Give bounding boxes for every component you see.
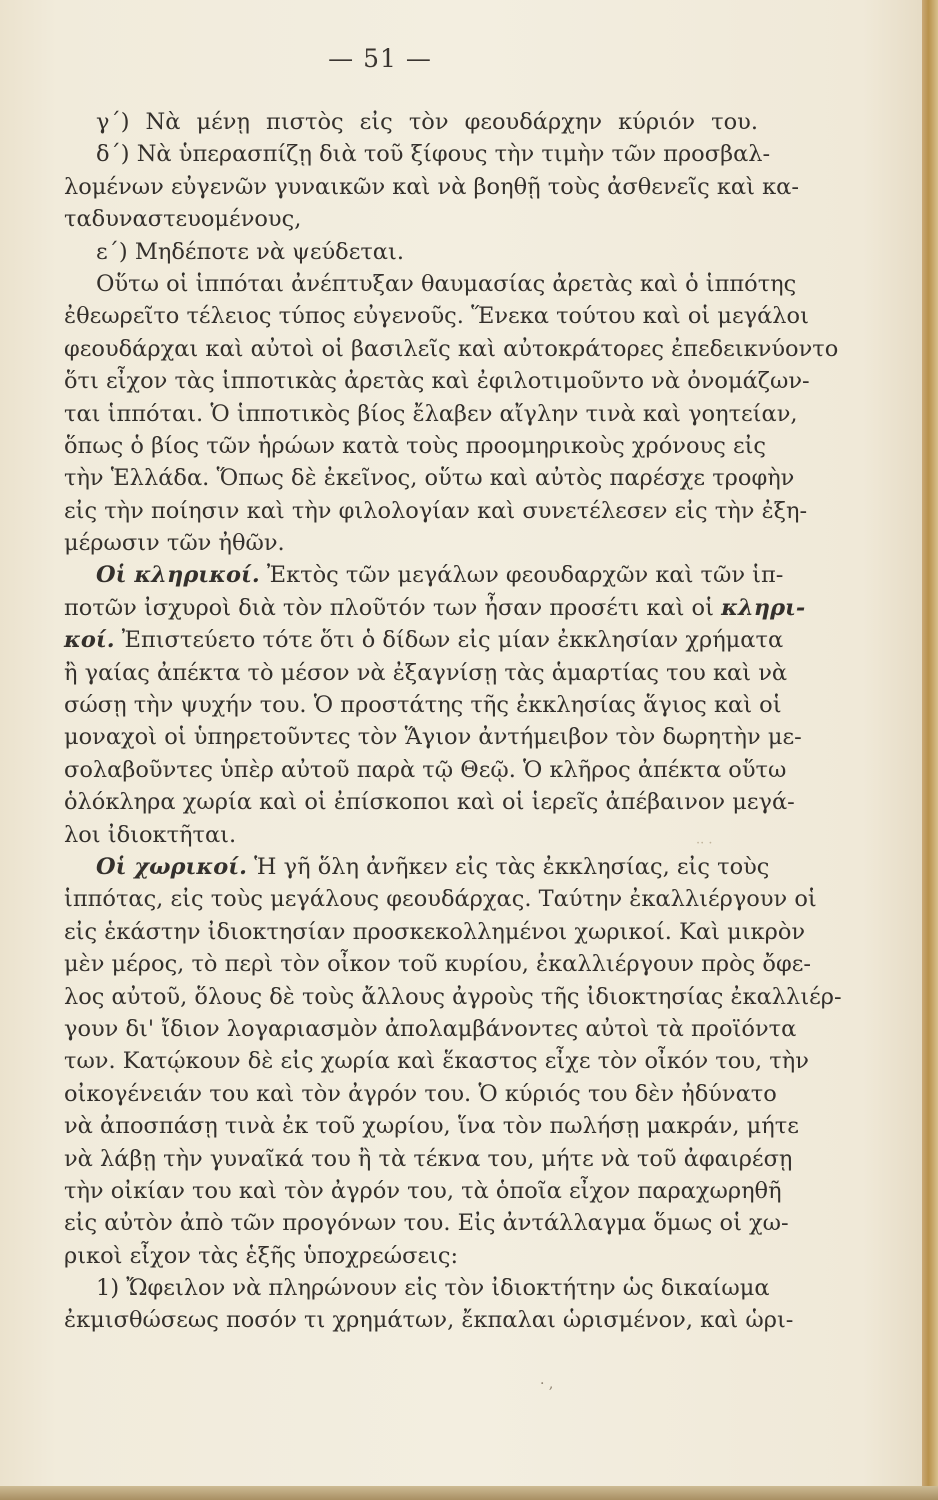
- text-span: μὲν μέρος, τὸ περὶ τὸν οἶκον τοῦ κυρίου, ἐκαλλιέργουν πρὸς ὄφε-: [64, 951, 811, 978]
- text-span: λος αὐτοῦ, ὅλους δὲ τοὺς ἄλλους ἀγροὺς τῆς ἰδιοκτησίας ἐκαλλιέρ-: [64, 983, 842, 1010]
- text-span: ἱππότας, εἰς τοὺς μεγάλους φεουδάρχας. Ταύτην ἐκαλλιέργουν οἱ: [64, 886, 817, 913]
- text-span: μοναχοὶ οἱ ὑπηρετοῦντες τὸν Ἅγιον ἀντήμειβον τὸν δωρητὴν με-: [64, 724, 802, 751]
- text-line: [64, 1272, 770, 1304]
- section-heading: κληρι-: [721, 594, 806, 621]
- text-line: [64, 365, 810, 397]
- text-span: ἐθεωρεῖτο τέλειος τύπος εὐγενοῦς. Ἕνεκα τούτου καὶ οἱ μεγάλοι: [64, 303, 809, 330]
- text-line: [64, 1207, 789, 1239]
- text-span: ἢ γαίας ἀπέκτα τὸ μέσον νὰ ἐξαγνίσῃ τὰς ἁμαρτίας του καὶ νὰ: [64, 659, 788, 686]
- text-span: ὅπως ὁ βίος τῶν ἡρώων κατὰ τοὺς προομηρικοὺς χρόνους εἰς: [64, 432, 767, 459]
- text-span: τὴν Ἑλλάδα. Ὅπως δὲ ἐκεῖνος, οὕτω καὶ αὐτὸς παρέσχε τροφὴν: [64, 465, 795, 492]
- text-line: [64, 1045, 809, 1077]
- section-heading: Οἱ χωρικοί.: [96, 853, 247, 880]
- text-line: [64, 203, 758, 235]
- text-span: γ΄) Νὰ μένῃ πιστὸς εἰς τὸν φεουδάρχην κύριόν του.: [96, 109, 758, 135]
- text-span: εἰς ἑκάστην ἰδιοκτησίαν προσκεκολλημένοι χωρικοί. Καὶ μικρὸν: [64, 918, 806, 945]
- text-line: [64, 851, 770, 883]
- text-line: [64, 236, 758, 268]
- text-span: ποτῶν ἰσχυροὶ διὰ τὸν πλοῦτόν των ἦσαν προσέτι καὶ οἱ: [64, 594, 722, 621]
- text-line: [64, 1304, 794, 1336]
- text-line: [64, 527, 758, 559]
- page-edge-bottom: [0, 1486, 938, 1500]
- section-heading: Οἱ κληρικοί.: [96, 562, 260, 589]
- text-span: νὰ ἀποσπάσῃ τινὰ ἐκ τοῦ χωρίου, ἵνα τὸν πωλήσῃ μακράν, μήτε: [64, 1113, 799, 1140]
- text-span: 1) Ὤφειλον νὰ πληρώνουν εἰς τὸν ἰδιοκτήτην ὡς δικαίωμα: [96, 1275, 770, 1302]
- page-edge-right: [922, 0, 938, 1500]
- text-line: [64, 624, 784, 656]
- text-line: [64, 981, 842, 1013]
- text-span: ὁλόκληρα χωρία καὶ οἱ ἐπίσκοποι καὶ οἱ ἱερεῖς ἀπέβαινον μεγά-: [64, 789, 795, 816]
- text-line: [64, 106, 758, 138]
- text-line: [64, 1013, 797, 1045]
- text-span: των. Κατῴκουν δὲ εἰς χωρία καὶ ἕκαστος εἶχε τὸν οἶκόν του, τὴν: [64, 1048, 809, 1075]
- page-number: — 51 —: [328, 44, 432, 73]
- text-span: εἰς αὐτὸν ἀπὸ τῶν προγόνων του. Εἰς ἀντάλλαγμα ὅμως οἱ χω-: [64, 1210, 789, 1237]
- text-span: Ἡ γῆ ὅλη ἀνῆκεν εἰς τὰς ἐκκλησίας, εἰς τοὺς: [247, 853, 770, 880]
- text-span: δ΄) Νὰ ὑπερασπίζῃ διὰ τοῦ ξίφους τὴν τιμὴν τῶν προσβαλ-: [96, 141, 771, 168]
- text-line: [64, 300, 809, 332]
- text-span: λομένων εὐγενῶν γυναικῶν καὶ νὰ βοηθῇ τοὺς ἀσθενεῖς καὶ κα-: [64, 173, 799, 200]
- text-span: ταδυναστευομένους,: [64, 206, 302, 233]
- text-span: λοι ἰδιοκτῆται.: [64, 821, 237, 848]
- text-line: [64, 721, 802, 753]
- text-line: [64, 689, 782, 721]
- text-line: [64, 916, 806, 948]
- text-line: [64, 333, 839, 365]
- text-line: [64, 1175, 782, 1207]
- text-span: Ἐπιστεύετο τότε ὅτι ὁ δίδων εἰς μίαν ἐκκλησίαν χρήματα: [114, 627, 784, 654]
- text-span: ἐκμισθώσεως ποσόν τι χρημάτων, ἔκπαλαι ὡρισμένον, καὶ ὡρι-: [64, 1307, 794, 1334]
- text-span: Ἐκτὸς τῶν μεγάλων φεουδαρχῶν καὶ τῶν ἱπ-: [259, 562, 784, 589]
- section-heading: κοί.: [64, 627, 115, 654]
- text-line: [64, 398, 798, 430]
- text-line: [64, 948, 811, 980]
- text-line: [64, 592, 806, 624]
- text-line: [64, 559, 784, 591]
- text-span: ε΄) Μηδέποτε νὰ ψεύδεται.: [96, 238, 404, 265]
- text-line: [64, 430, 767, 462]
- text-span: ρικοὶ εἶχον τὰς ἑξῆς ὑποχρεώσεις:: [64, 1242, 459, 1269]
- text-line: [64, 786, 795, 818]
- text-line: [64, 883, 817, 915]
- text-line: [64, 462, 795, 494]
- text-span: φεουδάρχαι καὶ αὐτοὶ οἱ βασιλεῖς καὶ αὐτοκράτορες ἐπεδεικνύοντο: [64, 335, 839, 362]
- text-line: [64, 1143, 793, 1175]
- text-span: μέρωσιν τῶν ἠθῶν.: [64, 530, 285, 557]
- text-line: [64, 268, 797, 300]
- text-line: [64, 754, 787, 786]
- text-line: [64, 657, 788, 689]
- text-line: [64, 171, 799, 203]
- text-line: [64, 819, 758, 851]
- text-line: [64, 1110, 799, 1142]
- faint-stamp-mark: ·· ·: [696, 836, 713, 851]
- text-span: σολαβοῦντες ὑπὲρ αὐτοῦ παρὰ τῷ Θεῷ. Ὁ κλῆρος ἀπέκτα οὕτω: [64, 756, 787, 783]
- text-span: ὅτι εἶχον τὰς ἱπποτικὰς ἀρετὰς καὶ ἐφιλοτιμοῦντο νὰ ὀνομάζων-: [64, 368, 810, 395]
- text-span: εἰς τὴν ποίησιν καὶ τὴν φιλολογίαν καὶ συνετέλεσεν εἰς τὴν ἐξη-: [64, 497, 808, 524]
- text-line: [64, 1240, 758, 1272]
- text-line: [64, 1078, 777, 1110]
- text-line: [64, 495, 808, 527]
- text-span: νὰ λάβῃ τὴν γυναῖκά του ἢ τὰ τέκνα του, μήτε νὰ τοῦ ἀφαιρέσῃ: [64, 1145, 793, 1172]
- text-line: [64, 138, 771, 170]
- text-span: ται ἱππόται. Ὁ ἱπποτικὸς βίος ἔλαβεν αἴγλην τινὰ καὶ γοητείαν,: [64, 400, 798, 427]
- text-span: γουν δι' ἴδιον λογαριασμὸν ἀπολαμβάνοντες αὐτοὶ τὰ προϊόντα: [64, 1015, 797, 1042]
- text-span: τὴν οἰκίαν του καὶ τὸν ἀγρόν του, τὰ ὁποῖα εἶχον παραχωρηθῆ: [64, 1177, 782, 1204]
- ink-speck: · ,: [540, 1376, 554, 1392]
- text-span: σώσῃ τὴν ψυχήν του. Ὁ προστάτης τῆς ἐκκλησίας ἅγιος καὶ οἱ: [64, 692, 782, 719]
- text-span: Οὕτω οἱ ἱππόται ἀνέπτυξαν θαυμασίας ἀρετὰς καὶ ὁ ἱππότης: [96, 270, 797, 297]
- body-text: [64, 106, 842, 1337]
- text-span: οἰκογένειάν του καὶ τὸν ἀγρόν του. Ὁ κύριός του δὲν ἠδύνατο: [64, 1080, 777, 1107]
